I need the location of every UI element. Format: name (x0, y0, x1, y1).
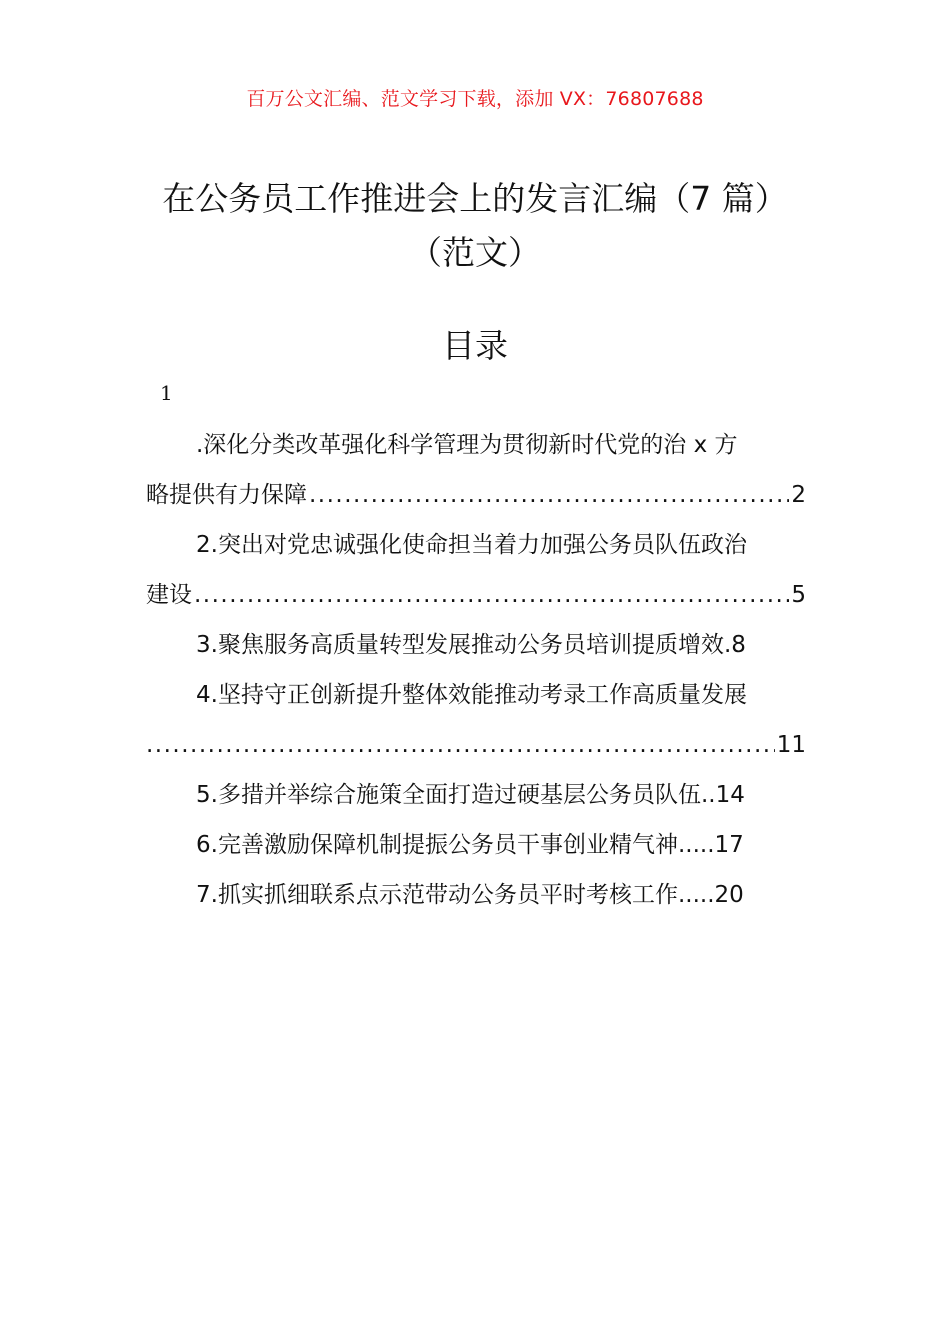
toc-page-number: 11 (776, 732, 806, 758)
toc-entry-text-cont: 建设 (146, 582, 192, 608)
toc-entry[interactable] (146, 420, 806, 520)
toc-entry-text: 3.聚焦服务高质量转型发展推动公务员培训提质增效. (196, 632, 732, 658)
title-line-2: （范文） (409, 233, 541, 272)
toc-leader (146, 720, 775, 770)
toc-heading: 目录 (442, 326, 508, 365)
toc-entry[interactable] (146, 520, 806, 620)
toc-entry[interactable] (146, 820, 806, 870)
toc-leader (194, 570, 789, 620)
toc-page-number: 5 (791, 582, 806, 608)
toc-entry[interactable] (146, 670, 806, 770)
toc-page-number: 17 (714, 832, 744, 858)
toc-entry-text: 2.突出对党忠诚强化使命担当着力加强公务员队伍政治 (196, 532, 747, 558)
toc-page-number: 14 (715, 782, 745, 808)
header-banner: 百万公文汇编、范文学习下载，添加 VX：76807688 (246, 88, 704, 110)
toc-entry-text: .深化分类改革强化科学管理为贯彻新时代党的治 x 方 (196, 432, 738, 458)
toc-entry[interactable] (146, 770, 806, 820)
toc-entry-text-cont: 略提供有力保障 (146, 482, 307, 508)
toc-page-number: 20 (714, 882, 744, 908)
table-of-contents (146, 420, 806, 920)
title-line-1: 在公务员工作推进会上的发言汇编（7 篇） (162, 179, 788, 218)
toc-entry[interactable] (146, 870, 806, 920)
toc-entry-text: 5.多措并举综合施策全面打造过硬基层公务员队伍.. (196, 782, 716, 808)
toc-entry-text: 7.抓实抓细联系点示范带动公务员平时考核工作..... (196, 882, 715, 908)
toc-entry-text: 6.完善激励保障机制提振公务员干事创业精气神..... (196, 832, 715, 858)
toc-entry-text: 4.坚持守正创新提升整体效能推动考录工作高质量发展 (196, 682, 747, 708)
toc-marker: 1 (160, 381, 173, 405)
toc-entry[interactable] (146, 620, 806, 670)
toc-page-number: 8 (731, 632, 746, 658)
toc-leader (309, 470, 789, 520)
toc-page-number: 2 (791, 482, 806, 508)
document-title (0, 172, 950, 280)
